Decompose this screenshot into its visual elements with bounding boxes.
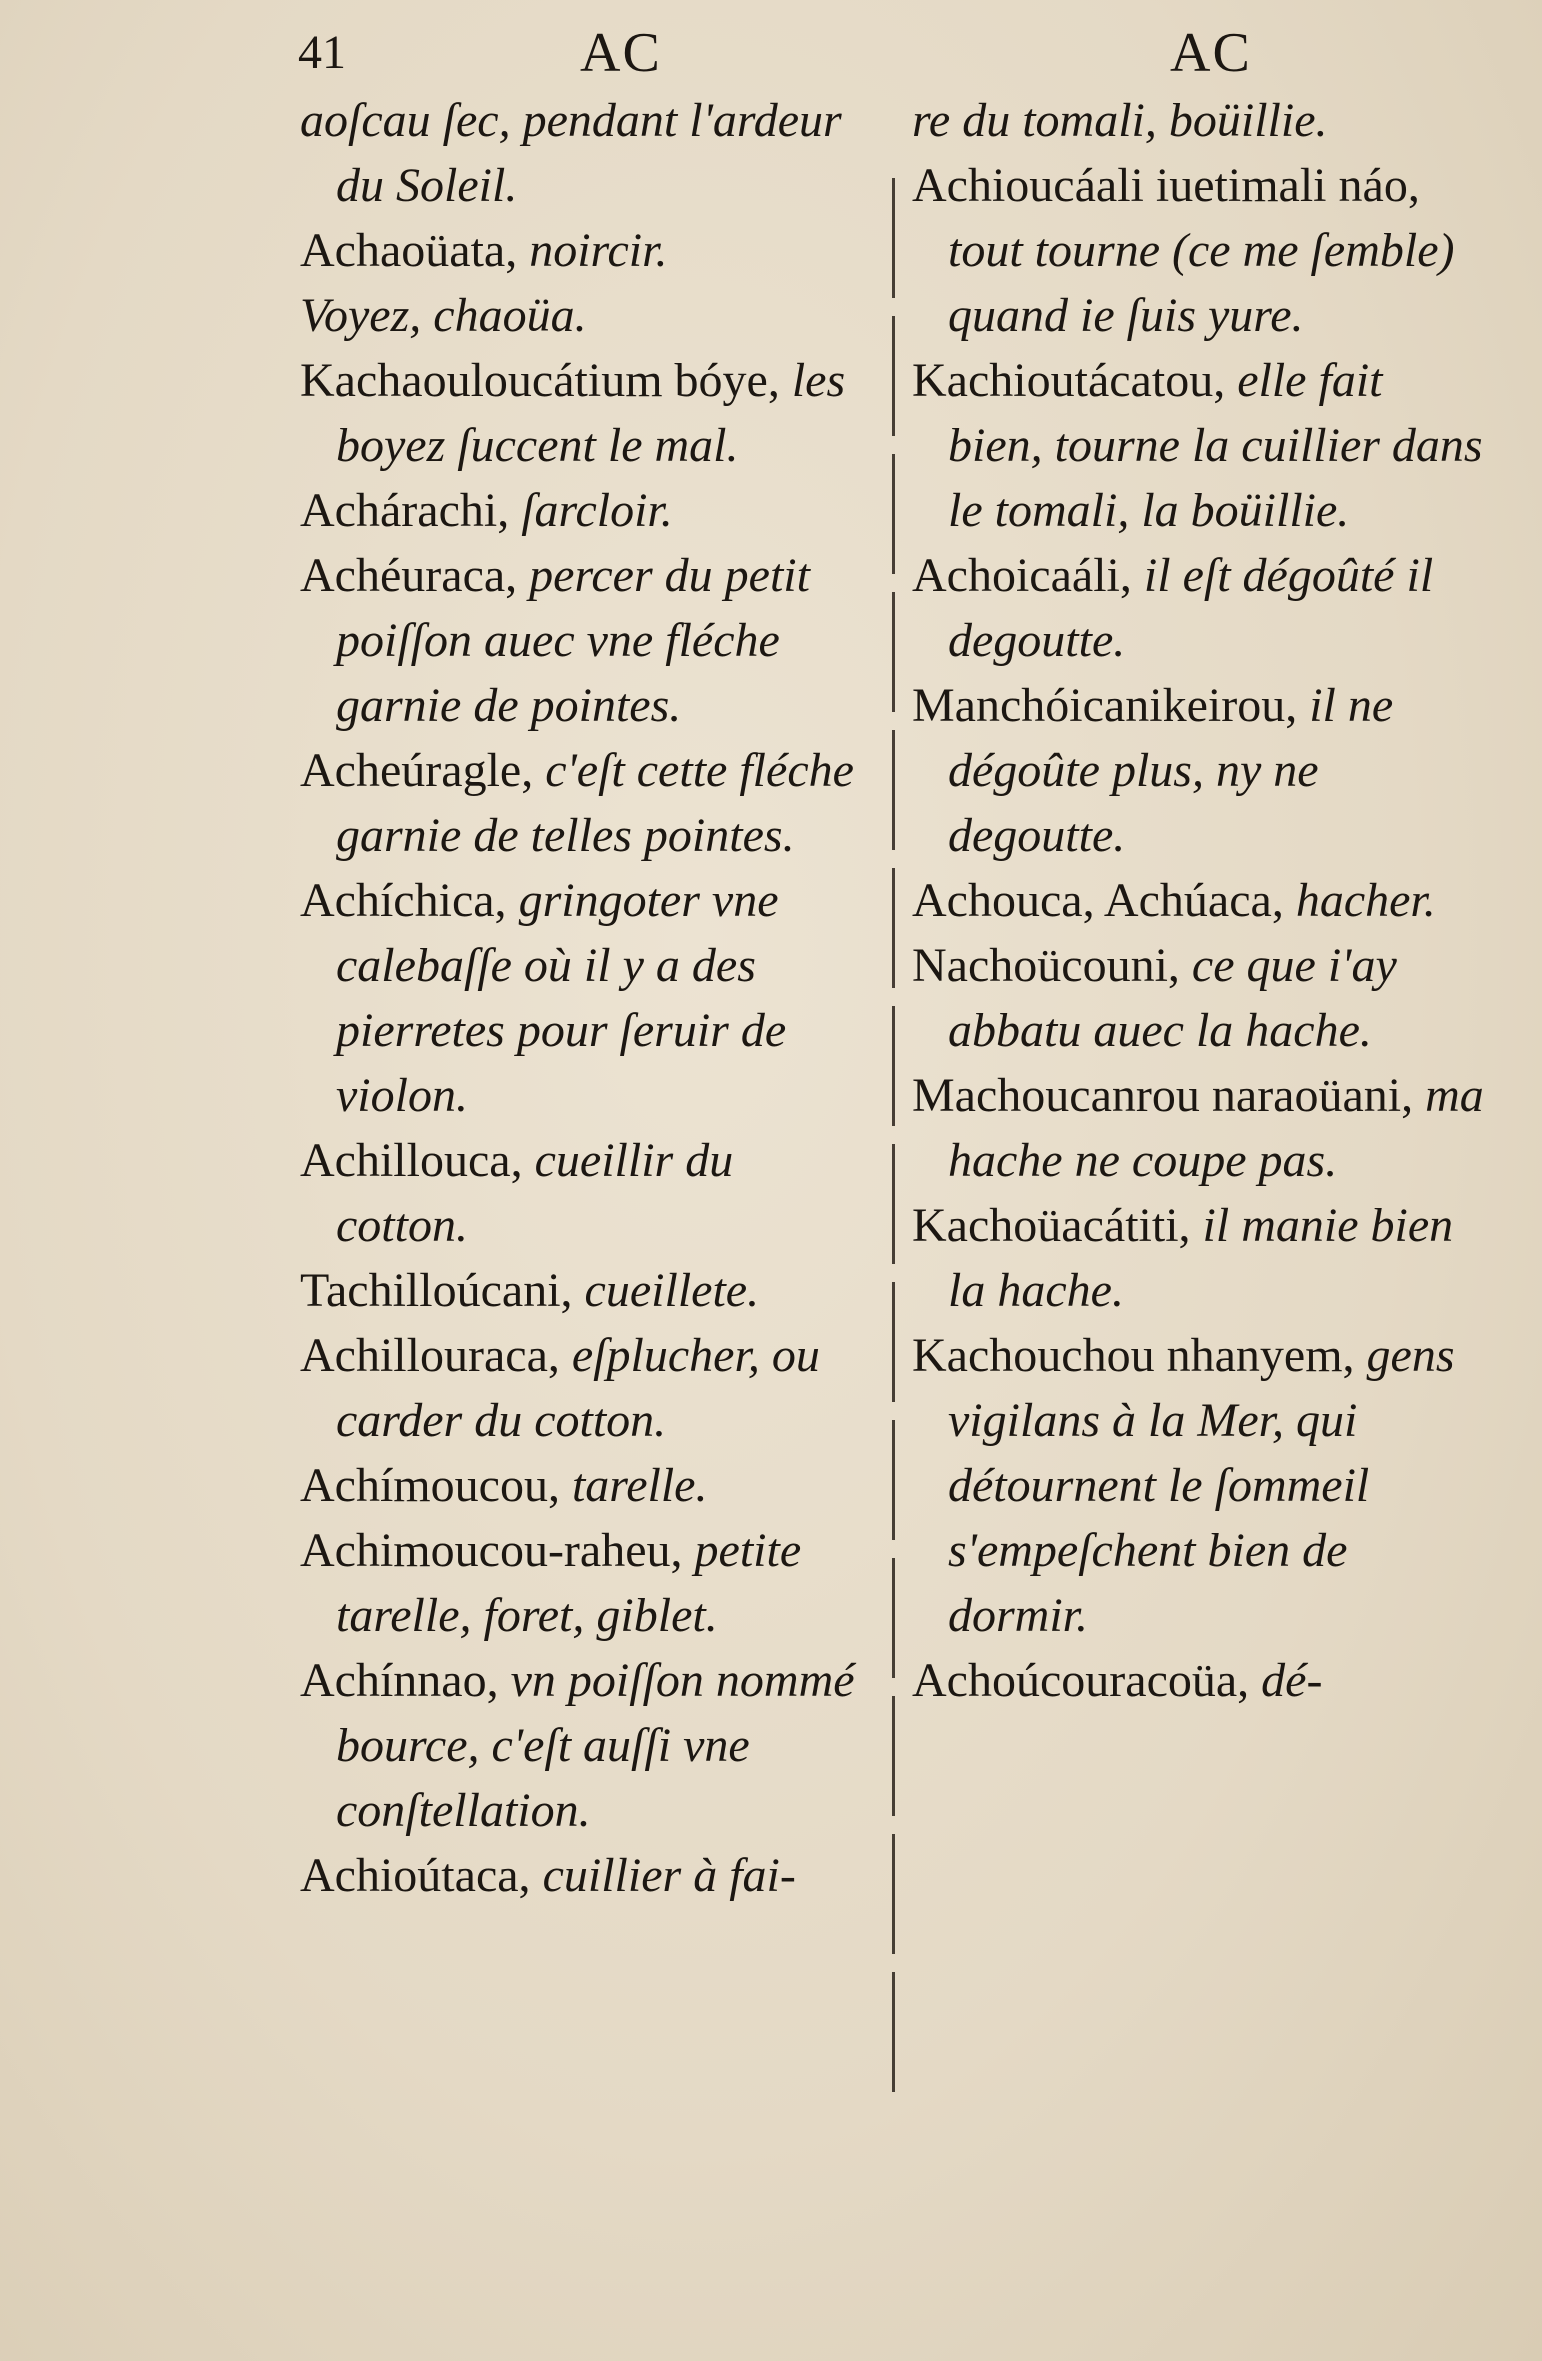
entry-headword: Achioútaca, [300, 1849, 531, 1902]
entry-headword: Achéuraca, [300, 549, 518, 602]
entry-definition: Voyez, chaoüa. [300, 289, 587, 342]
entry-definition: dé- [1261, 1654, 1323, 1707]
entry-headword: Achimoucou-raheu, [300, 1524, 683, 1577]
dictionary-entry [912, 1323, 1487, 1648]
dictionary-entry [300, 868, 875, 1128]
entry-headword: Kachioutácatou, [912, 354, 1226, 407]
entry-headword: Kachoüacátiti, [912, 1199, 1191, 1252]
entry-definition: tout tourne (ce me ſemble) quand ie ſuis yure. [948, 224, 1455, 342]
right-running-head: AC [1170, 22, 1252, 84]
left-column [300, 88, 875, 1908]
dictionary-entry [300, 1128, 875, 1258]
entry-definition: noircir. [529, 224, 668, 277]
dictionary-entry [912, 1063, 1487, 1193]
entry-headword: Achíchica, [300, 874, 507, 927]
column-divider [892, 178, 895, 2098]
dictionary-entry [912, 153, 1487, 348]
entry-definition: cuillier à fai- [542, 1849, 796, 1902]
entry-definition: gringoter vne calebaſſe où il y a des pierretes pour ſeruir de violon. [336, 874, 787, 1122]
entry-definition: il eſt dégoûté il degoutte. [948, 549, 1434, 667]
entry-headword: Kachaouloucátium bóye, [300, 354, 780, 407]
entry-definition: cueillir du cotton. [336, 1134, 734, 1252]
dictionary-entry [912, 868, 1487, 933]
entry-definition: hacher. [1295, 874, 1436, 927]
entry-headword: Achillouca, [300, 1134, 523, 1187]
entry-headword: Achoúcouracoüa, [912, 1654, 1250, 1707]
entry-definition: gens vigilans à la Mer, qui détournent le ſommeil s'empeſchent bien de dormir. [948, 1329, 1455, 1642]
entry-headword: Tachilloúcani, [300, 1264, 573, 1317]
dictionary-entry [300, 1843, 875, 1908]
entry-definition: percer du petit poiſſon auec vne fléche garnie de pointes. [336, 549, 810, 732]
dictionary-entry [912, 88, 1487, 153]
dictionary-entry [300, 478, 875, 543]
entry-headword: Kachouchou nhanyem, [912, 1329, 1355, 1382]
entry-headword: Achillouraca, [300, 1329, 560, 1382]
entry-definition: elle fait bien, tourne la cuillier dans le tomali, la boüillie. [948, 354, 1483, 537]
dictionary-entry [912, 348, 1487, 543]
entry-headword: Achárachi, [300, 484, 510, 537]
entry-headword: Achaoüata, [300, 224, 518, 277]
dictionary-entry [300, 88, 875, 218]
entry-headword: Achouca, Achúaca, [912, 874, 1284, 927]
dictionary-columns [300, 88, 1490, 2048]
page-number: 41 [298, 26, 346, 79]
dictionary-entry [912, 1648, 1487, 1713]
dictionary-entry [300, 1323, 875, 1453]
dictionary-entry [912, 673, 1487, 868]
entry-definition: ſarcloir. [521, 484, 673, 537]
entry-headword: Manchóicanikeirou, [912, 679, 1298, 732]
dictionary-entry [300, 283, 875, 348]
entry-headword: Acheúragle, [300, 744, 534, 797]
right-column [912, 88, 1487, 1713]
entry-headword: Machoucanrou naraoüani, [912, 1069, 1414, 1122]
entry-headword: Achioucáali iuetimali náo, [912, 159, 1420, 212]
dictionary-entry [912, 1193, 1487, 1323]
dictionary-entry [300, 1648, 875, 1843]
entry-definition: cueillete. [584, 1264, 760, 1317]
entry-headword: Achímoucou, [300, 1459, 560, 1512]
entry-definition: vn poiſſon nommé bource, c'eſt auſſi vne conſtellation. [336, 1654, 855, 1837]
entry-definition: il ne dégoûte plus, ny ne degoutte. [948, 679, 1394, 862]
entry-definition: il manie bien la hache. [948, 1199, 1454, 1317]
dictionary-entry [300, 218, 875, 283]
entry-definition: aoſcau ſec, pendant l'ardeur du Soleil. [300, 94, 842, 212]
dictionary-entry [300, 738, 875, 868]
running-header [290, 18, 1480, 88]
entry-definition: eſplucher, ou carder du cotton. [336, 1329, 820, 1447]
dictionary-entry [912, 543, 1487, 673]
dictionary-entry [300, 1518, 875, 1648]
entry-definition: les boyez ſuccent le mal. [336, 354, 846, 472]
entry-definition: ma hache ne coupe pas. [948, 1069, 1484, 1187]
entry-headword: Achínnao, [300, 1654, 499, 1707]
entry-definition: petite tarelle, foret, giblet. [336, 1524, 802, 1642]
dictionary-entry [912, 933, 1487, 1063]
dictionary-entry [300, 1453, 875, 1518]
dictionary-entry [300, 543, 875, 738]
left-running-head: AC [580, 22, 662, 84]
entry-headword: Nachoücouni, [912, 939, 1180, 992]
entry-definition: re du tomali, boüillie. [912, 94, 1328, 147]
entry-headword: Achoicaáli, [912, 549, 1132, 602]
dictionary-entry [300, 1258, 875, 1323]
entry-definition: ce que i'ay abbatu auec la hache. [948, 939, 1397, 1057]
dictionary-entry [300, 348, 875, 478]
entry-definition: tarelle. [571, 1459, 708, 1512]
entry-definition: c'eſt cette fléche garnie de telles pointes. [336, 744, 854, 862]
